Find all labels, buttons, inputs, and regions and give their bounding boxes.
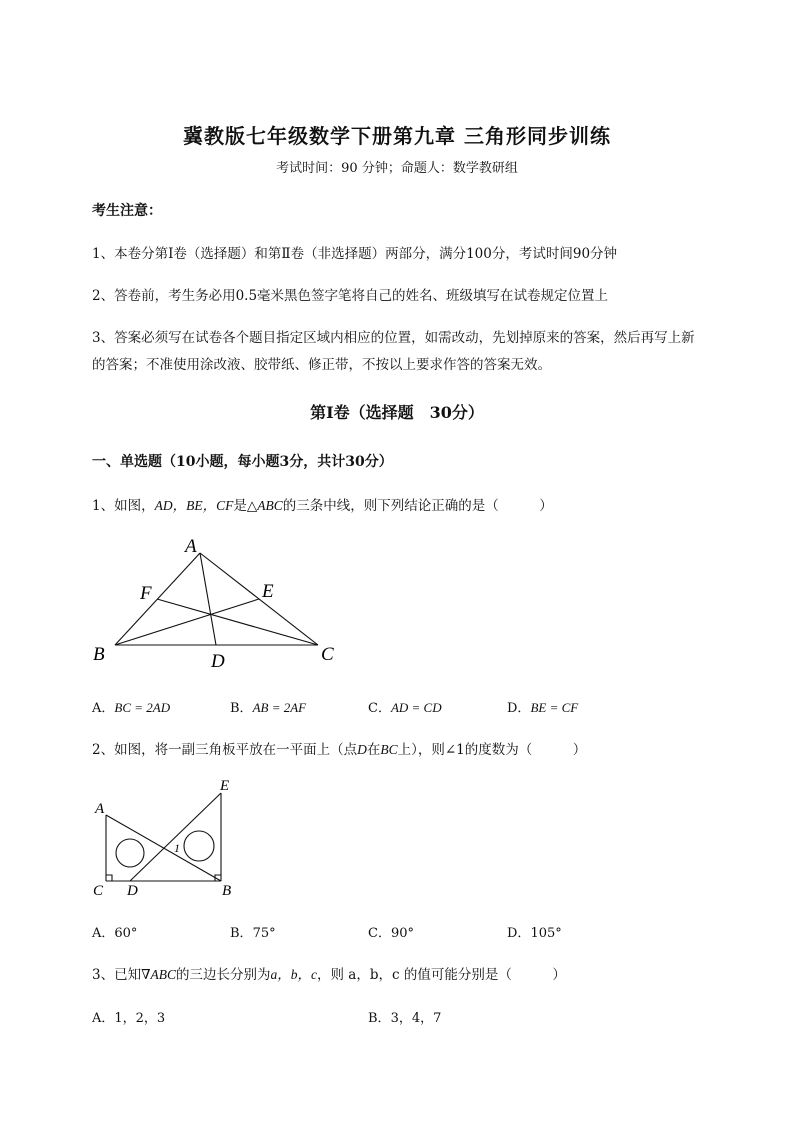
median-ad xyxy=(200,553,216,645)
q1-option-a[interactable]: A．BC = 2AD xyxy=(92,700,171,716)
notice-item: 1、本卷分第Ⅰ卷（选择题）和第Ⅱ卷（非选择题）两部分，满分100分，考试时间90分钟 xyxy=(92,246,618,262)
question-3-stem: 3、已知∇ABC的三边长分别为a，b，c，则 a，b，c 的值可能分别是（ ） xyxy=(92,967,566,983)
q2-option-c[interactable]: C．90° xyxy=(368,926,414,941)
label-d: D xyxy=(211,651,225,672)
q2-option-d[interactable]: D．105° xyxy=(507,926,562,941)
section-title: 第Ⅰ卷（选择题 30分） xyxy=(310,403,484,422)
q1-option-c[interactable]: C．AD = CD xyxy=(368,700,442,716)
question-2-figure xyxy=(85,775,245,900)
q1-option-d[interactable]: D．BE = CF xyxy=(507,700,579,716)
notice-item: 3、答案必须写在试卷各个题目指定区域内相应的位置，如需改动，先划掉原来的答案，然后再写上新 xyxy=(92,330,695,346)
question-1-stem: 1、如图，AD，BE，CF是△ABC的三条中线，则下列结论正确的是（ ） xyxy=(92,498,553,514)
triangle-hole-left xyxy=(116,839,144,867)
label-b: B xyxy=(93,644,105,665)
triangle-hole-right xyxy=(184,831,214,861)
page-title: 冀教版七年级数学下册第九章 三角形同步训练 xyxy=(183,124,611,148)
notice-item: 2、答卷前，考生务必用0.5毫米黑色签字笔将自己的姓名、班级填写在试卷规定位置上 xyxy=(92,288,609,304)
q2-option-b[interactable]: B．75° xyxy=(230,926,276,941)
label-d: D xyxy=(127,883,138,899)
label-a: A xyxy=(95,801,105,817)
part-title: 一、单选题（10小题，每小题3分，共计30分） xyxy=(92,454,393,470)
q1-option-b[interactable]: B．AB = 2AF xyxy=(230,700,307,716)
notice-item: 的答案；不准使用涂改液、胶带纸、修正带，不按以上要求作答的答案无效。 xyxy=(92,357,551,373)
notice-heading: 考生注意： xyxy=(92,203,162,219)
q2-option-a[interactable]: A．60° xyxy=(92,926,138,941)
angle-label-1: 1 xyxy=(174,841,180,855)
label-c: C xyxy=(93,883,104,899)
label-e: E xyxy=(220,778,230,794)
label-b: B xyxy=(222,883,232,899)
label-c: C xyxy=(321,644,334,665)
question-1-figure xyxy=(85,528,355,678)
label-e: E xyxy=(262,581,274,602)
question-2-stem: 2、如图，将一副三角板平放在一平面上（点D在BC上），则∠1的度数为（ ） xyxy=(92,742,587,758)
exam-info: 考试时间：90 分钟；命题人：数学教研组 xyxy=(276,161,518,176)
label-f: F xyxy=(140,583,152,604)
right-angle-mark-c xyxy=(106,875,112,881)
label-a: A xyxy=(185,536,197,557)
q3-option-a[interactable]: A．1，2，3 xyxy=(92,1011,166,1026)
q3-option-b[interactable]: B．3，4，7 xyxy=(368,1011,442,1026)
